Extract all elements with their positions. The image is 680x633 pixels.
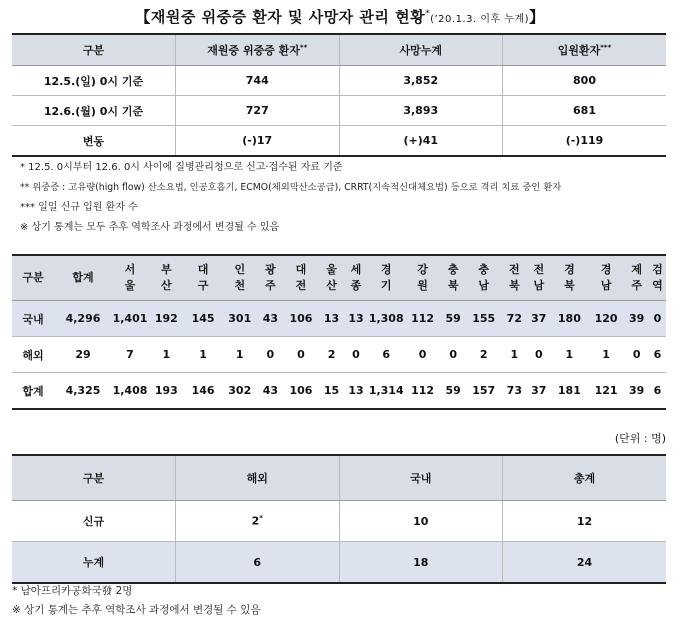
region-cell: 1 bbox=[221, 337, 258, 373]
cell-deaths: (+)41 bbox=[339, 126, 503, 157]
region-header: 서 울 bbox=[112, 255, 148, 301]
severe-death-table bbox=[12, 33, 666, 157]
region-cell: 73 bbox=[502, 373, 526, 410]
region-cell: 6 bbox=[649, 373, 666, 410]
cell-deaths: 3,852 bbox=[339, 66, 503, 96]
region-cell: 192 bbox=[148, 301, 185, 337]
region-cell: 301 bbox=[221, 301, 258, 337]
region-cell: 43 bbox=[258, 301, 282, 337]
region-cell: 6 bbox=[649, 337, 666, 373]
region-cell: 1 bbox=[588, 337, 625, 373]
table-row-overseas bbox=[12, 337, 666, 373]
region-cell: 120 bbox=[588, 301, 625, 337]
table-row-total bbox=[12, 373, 666, 410]
region-cell: 2 bbox=[465, 337, 502, 373]
region-cell: 106 bbox=[283, 301, 320, 337]
region-cell: 1,314 bbox=[368, 373, 404, 410]
header-admitted: 입원환자*** bbox=[503, 34, 667, 66]
header-category: 구분 bbox=[12, 34, 176, 66]
title-period: (’20.1.3. 이후 누계) bbox=[430, 14, 530, 25]
regional-table bbox=[12, 254, 666, 410]
footnote: ※ 상기 통계는 추후 역학조사 과정에서 변경될 수 있음 bbox=[12, 604, 261, 616]
title-close: 】 bbox=[529, 8, 545, 26]
cell-domestic: 18 bbox=[339, 542, 503, 584]
region-cell: 180 bbox=[551, 301, 588, 337]
region-header: 충 북 bbox=[441, 255, 465, 301]
footnote: ** 위중증 : 고유량(high flow) 산소요법, 인공호흡기, ECMO(체외막산소공급), CRRT(지속적신대체요법) 등으로 격리 치료 중인 환자 bbox=[20, 182, 562, 193]
region-cell: 72 bbox=[502, 301, 526, 337]
cell-overseas: 6 bbox=[176, 542, 340, 584]
region-cell: 7 bbox=[112, 337, 148, 373]
cell-total: 12 bbox=[503, 501, 667, 542]
region-cell: 1,408 bbox=[112, 373, 148, 410]
region-cell: 112 bbox=[404, 301, 441, 337]
region-cell: 0 bbox=[283, 337, 320, 373]
region-header: 세 종 bbox=[344, 255, 368, 301]
region-header: 경 남 bbox=[588, 255, 625, 301]
region-cell: 0 bbox=[649, 301, 666, 337]
region-cell: 13 bbox=[344, 301, 368, 337]
region-cell: 146 bbox=[185, 373, 222, 410]
title-mark: * bbox=[425, 9, 431, 19]
region-header: 검 역 bbox=[649, 255, 666, 301]
cell-total: 24 bbox=[503, 542, 667, 584]
region-header: 합계 bbox=[54, 255, 112, 301]
region-cell: 0 bbox=[258, 337, 282, 373]
table-row-cumulative bbox=[12, 542, 666, 584]
table-row-change bbox=[12, 126, 666, 157]
row-label: 국내 bbox=[12, 301, 54, 337]
cell-admitted: 681 bbox=[503, 96, 667, 126]
region-cell: 106 bbox=[283, 373, 320, 410]
region-cell: 29 bbox=[54, 337, 112, 373]
region-header: 충 남 bbox=[465, 255, 502, 301]
region-header: 광 주 bbox=[258, 255, 282, 301]
table-header-row bbox=[12, 255, 666, 301]
footnote: *** 일일 신규 입원 환자 수 bbox=[20, 202, 138, 213]
footnote: * 남아프리카공화국發 2명 bbox=[12, 585, 133, 597]
region-header: 경 기 bbox=[368, 255, 404, 301]
header-deaths: 사망누계 bbox=[339, 34, 503, 66]
region-cell: 13 bbox=[344, 373, 368, 410]
page-title bbox=[0, 6, 680, 27]
region-header: 부 산 bbox=[148, 255, 185, 301]
row-label: 신규 bbox=[12, 501, 176, 542]
row-label: 변동 bbox=[12, 126, 176, 157]
region-cell: 1 bbox=[185, 337, 222, 373]
region-header: 구분 bbox=[12, 255, 54, 301]
cell-severe: (-)17 bbox=[176, 126, 340, 157]
region-header: 경 북 bbox=[551, 255, 588, 301]
title-text: 【재원중 위중증 환자 및 사망자 관리 현황 bbox=[135, 8, 426, 26]
table-row-new bbox=[12, 501, 666, 542]
region-cell: 0 bbox=[624, 337, 648, 373]
region-header: 울 산 bbox=[319, 255, 343, 301]
region-header: 대 구 bbox=[185, 255, 222, 301]
region-cell: 0 bbox=[404, 337, 441, 373]
region-header: 제 주 bbox=[624, 255, 648, 301]
cell-admitted: (-)119 bbox=[503, 126, 667, 157]
region-header: 전 남 bbox=[527, 255, 551, 301]
region-cell: 59 bbox=[441, 301, 465, 337]
region-cell: 39 bbox=[624, 373, 648, 410]
cell-overseas: 2* bbox=[176, 501, 340, 542]
region-cell: 43 bbox=[258, 373, 282, 410]
region-cell: 193 bbox=[148, 373, 185, 410]
region-cell: 302 bbox=[221, 373, 258, 410]
table-header-row bbox=[12, 455, 666, 501]
region-cell: 112 bbox=[404, 373, 441, 410]
region-cell: 1 bbox=[502, 337, 526, 373]
region-cell: 13 bbox=[319, 301, 343, 337]
header-domestic: 국내 bbox=[339, 455, 503, 501]
header-total: 총계 bbox=[503, 455, 667, 501]
region-cell: 4,325 bbox=[54, 373, 112, 410]
row-label: 누계 bbox=[12, 542, 176, 584]
region-cell: 37 bbox=[527, 373, 551, 410]
table-header-row bbox=[12, 34, 666, 66]
region-cell: 1 bbox=[551, 337, 588, 373]
cell-severe: 744 bbox=[176, 66, 340, 96]
region-cell: 0 bbox=[527, 337, 551, 373]
cell-deaths: 3,893 bbox=[339, 96, 503, 126]
overseas-domestic-table bbox=[12, 454, 666, 584]
region-cell: 121 bbox=[588, 373, 625, 410]
region-cell: 1 bbox=[148, 337, 185, 373]
region-cell: 145 bbox=[185, 301, 222, 337]
footnotes-2 bbox=[12, 582, 261, 620]
region-cell: 157 bbox=[465, 373, 502, 410]
region-cell: 1,308 bbox=[368, 301, 404, 337]
footnotes-1 bbox=[20, 158, 561, 238]
region-cell: 15 bbox=[319, 373, 343, 410]
region-cell: 155 bbox=[465, 301, 502, 337]
header-category: 구분 bbox=[12, 455, 176, 501]
region-cell: 0 bbox=[441, 337, 465, 373]
table-row-domestic bbox=[12, 301, 666, 337]
row-label: 합계 bbox=[12, 373, 54, 410]
region-cell: 181 bbox=[551, 373, 588, 410]
header-severe: 재원중 위중증 환자** bbox=[176, 34, 340, 66]
footnote: ※ 상기 통계는 모두 추후 역학조사 과정에서 변경될 수 있음 bbox=[20, 222, 280, 233]
cell-domestic: 10 bbox=[339, 501, 503, 542]
region-cell: 39 bbox=[624, 301, 648, 337]
unit-label: (단위 : 명) bbox=[614, 432, 666, 445]
region-header: 전 북 bbox=[502, 255, 526, 301]
row-label: 12.6.(월) 0시 기준 bbox=[12, 96, 176, 126]
region-cell: 37 bbox=[527, 301, 551, 337]
region-cell: 59 bbox=[441, 373, 465, 410]
table-row bbox=[12, 66, 666, 96]
cell-admitted: 800 bbox=[503, 66, 667, 96]
region-header: 강 원 bbox=[404, 255, 441, 301]
row-label: 12.5.(일) 0시 기준 bbox=[12, 66, 176, 96]
header-overseas: 해외 bbox=[176, 455, 340, 501]
region-cell: 4,296 bbox=[54, 301, 112, 337]
table-row bbox=[12, 96, 666, 126]
footnote: * 12.5. 0시부터 12.6. 0시 사이에 질병관리청으로 신고·접수된 자료 기준 bbox=[20, 162, 343, 173]
region-cell: 1,401 bbox=[112, 301, 148, 337]
row-label: 해외 bbox=[12, 337, 54, 373]
region-header: 대 전 bbox=[283, 255, 320, 301]
cell-severe: 727 bbox=[176, 96, 340, 126]
region-header: 인 천 bbox=[221, 255, 258, 301]
region-cell: 6 bbox=[368, 337, 404, 373]
region-cell: 0 bbox=[344, 337, 368, 373]
region-cell: 2 bbox=[319, 337, 343, 373]
